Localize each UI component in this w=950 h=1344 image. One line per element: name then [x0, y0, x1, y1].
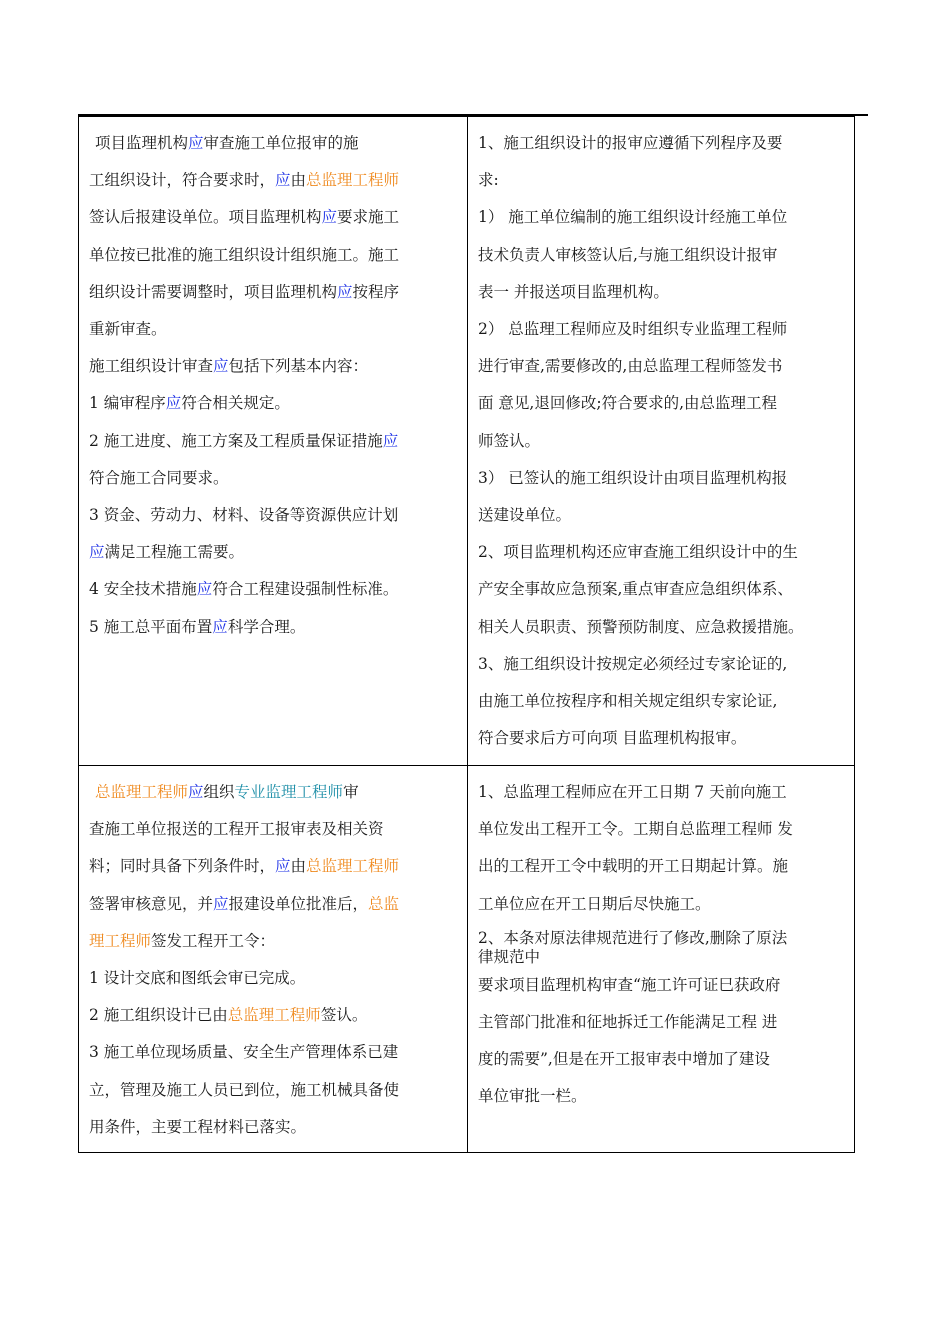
text-segment: 项目监理机构 [95, 134, 189, 152]
text-segment: 报建设单位批准后， [228, 894, 369, 913]
highlight-term: 总监理工程师 [306, 857, 400, 876]
text-line: 师签认。 [478, 431, 541, 450]
text-line: 度的需要”,但是在开工报审表中增加了建设 [478, 1050, 770, 1069]
text-line: 工单位应在开工日期后尽快施工。 [478, 894, 711, 913]
text-segment: 重新审查。 [89, 320, 167, 339]
highlight-term: 应 [382, 431, 399, 450]
text-segment: 3 施工单位现场质量、安全生产管理体系已建 [89, 1043, 399, 1062]
document-table [78, 116, 855, 1153]
text-line [89, 274, 459, 311]
row2-right-text [478, 774, 850, 1116]
text-line: 3、施工组织设计按规定必须经过专家论证的, [478, 654, 788, 673]
text-line: 相关人员职责、预警预防制度、应急救援措施。 [478, 617, 804, 636]
row1-left-text [89, 125, 459, 646]
text-line [89, 497, 459, 534]
text-line: 符合要求后方可向项 目监理机构报审。 [478, 729, 747, 748]
text-segment: 签发工程开工令： [151, 931, 276, 950]
text-line: 1） 施工单位编制的施工组织设计经施工单位 [478, 208, 788, 227]
text-line: 2） 总监理工程师应及时组织专业监理工程师 [478, 320, 788, 339]
text-segment: 满足工程施工需要。 [104, 543, 245, 562]
highlight-term: 总监理工程师 [306, 171, 400, 190]
text-line [89, 571, 459, 608]
text-segment: 符合工程建设强制性标准。 [212, 580, 399, 599]
text-segment: 组织设计需要调整时，项目监理机构 [89, 282, 338, 301]
text-segment: 施工组织设计审查 [89, 357, 214, 376]
row1-right-cell [468, 117, 855, 766]
text-line [89, 348, 459, 385]
text-line [89, 997, 459, 1034]
text-line: 送建设单位。 [478, 506, 572, 525]
highlight-term: 应 [196, 580, 213, 599]
text-line: 面 意见,退回修改;符合要求的,由总监理工程 [478, 394, 778, 413]
text-line [89, 774, 459, 811]
text-segment: 签署审核意见，并 [89, 894, 214, 913]
highlight-term: 总监 [368, 894, 400, 913]
text-line [89, 162, 459, 199]
text-segment: 按程序 [352, 282, 400, 301]
text-segment: 签认。 [320, 1006, 368, 1025]
text-line [89, 385, 459, 422]
text-segment: 2 施工组织设计已由 [89, 1006, 228, 1025]
highlight-term: 应 [212, 617, 228, 636]
text-segment: 4 安全技术措施 [89, 580, 197, 599]
text-line [89, 886, 459, 923]
text-segment: 1 设计交底和图纸会审已完成。 [89, 969, 306, 988]
text-segment: 签认后报建设单位。项目监理机构 [89, 208, 322, 227]
highlight-term: 应 [188, 134, 204, 152]
text-segment: 包括下列基本内容： [228, 357, 369, 376]
text-line: 2、项目监理机构还应审查施工组织设计中的生 [478, 543, 798, 562]
text-line [89, 848, 459, 885]
text-segment: 审查施工单位报审的施 [203, 134, 359, 152]
text-segment: 组织 [203, 783, 235, 801]
row2-left-text [89, 774, 459, 1146]
text-segment: 符合相关规定。 [181, 394, 290, 413]
text-segment: 工组织设计，符合要求时， [89, 171, 276, 190]
text-line [89, 1072, 459, 1109]
highlight-term: 应 [321, 208, 338, 227]
table-row [79, 766, 855, 1153]
text-line [89, 125, 459, 162]
text-segment: 5 施工总平面布置 [89, 617, 213, 636]
highlight-term: 应 [165, 394, 182, 413]
text-line [89, 1109, 459, 1146]
text-line [89, 237, 459, 274]
highlight-term: 应 [213, 894, 229, 913]
highlight-term: 总监理工程师 [95, 783, 189, 801]
highlight-term: 应 [89, 543, 105, 562]
text-line [89, 811, 459, 848]
text-line: 1、施工组织设计的报审应遵循下列程序及要 [478, 134, 783, 152]
text-segment: 2 施工进度、施工方案及工程质量保证措施 [89, 431, 383, 450]
text-line [89, 609, 459, 646]
text-segment: 审 [343, 783, 359, 801]
text-line [89, 1034, 459, 1071]
text-line: 产安全事故应急预案,重点审查应急组织体系、 [478, 580, 793, 599]
highlight-term: 应 [275, 857, 291, 876]
text-line: 主管部门批准和征地拆迁工作能满足工程 进 [478, 1013, 778, 1032]
text-line [89, 311, 459, 348]
text-segment: 查施工单位报送的工程开工报审表及相关资 [89, 820, 384, 839]
highlight-term: 专业监理工程师 [234, 783, 344, 801]
table-row [79, 117, 855, 766]
row1-right-text [478, 125, 850, 757]
text-segment: 用条件，主要工程材料已落实。 [89, 1117, 307, 1136]
text-line: 进行审查,需要修改的,由总监理工程师签发书 [478, 357, 783, 376]
text-line [89, 923, 459, 960]
text-line: 由施工单位按程序和相关规定组织专家论证, [478, 692, 778, 711]
text-line [89, 423, 459, 460]
text-line: 技术负责人审核签认后,与施工组织设计报审 [478, 245, 778, 264]
highlight-term: 总监理工程师 [227, 1006, 321, 1025]
highlight-term: 应 [337, 282, 353, 301]
text-line: 出的工程开工令中载明的开工日期起计算。施 [478, 857, 789, 876]
text-segment: 单位按已批准的施工组织设计组织施工。施工 [89, 245, 400, 264]
text-line: 单位发出工程开工令。工期自总监理工程师 发 [478, 820, 793, 839]
text-line [89, 199, 459, 236]
text-segment: 要求施工 [337, 208, 400, 227]
text-line [89, 960, 459, 997]
row2-left-cell [79, 766, 468, 1153]
text-segment: 1 编审程序 [89, 394, 166, 413]
text-segment: 由 [290, 171, 307, 190]
highlight-term: 理工程师 [89, 931, 152, 950]
text-segment: 料；同时具备下列条件时， [89, 857, 276, 876]
highlight-term: 应 [213, 357, 229, 376]
row1-left-cell [79, 117, 468, 766]
text-line [89, 460, 459, 497]
text-line [89, 534, 459, 571]
text-line: 要求项目监理机构审查“施工许可证巳获政府 [478, 975, 781, 994]
row2-right-cell [468, 766, 855, 1153]
text-line: 单位审批一栏。 [478, 1087, 587, 1106]
highlight-term: 应 [188, 783, 204, 801]
text-line: 求: [478, 171, 499, 190]
text-line: 2、本条对原法律规范进行了修改,删除了原法 [478, 928, 788, 947]
text-line: 3） 已签认的施工组织设计由项目监理机构报 [478, 468, 788, 487]
text-segment: 符合施工合同要求。 [89, 468, 229, 487]
text-segment: 科学合理。 [227, 617, 306, 636]
highlight-term: 应 [275, 171, 291, 190]
text-segment: 立，管理及施工人员已到位，施工机械具备使 [89, 1080, 400, 1099]
text-line: 1、总监理工程师应在开工日期 7 天前向施工 [478, 783, 787, 801]
text-line: 表一 并报送项目监理机构。 [478, 282, 669, 301]
text-segment: 由 [290, 857, 307, 876]
text-line: 律规范中 [478, 947, 541, 966]
text-segment: 3 资金、劳动力、材料、设备等资源供应计划 [89, 506, 399, 525]
